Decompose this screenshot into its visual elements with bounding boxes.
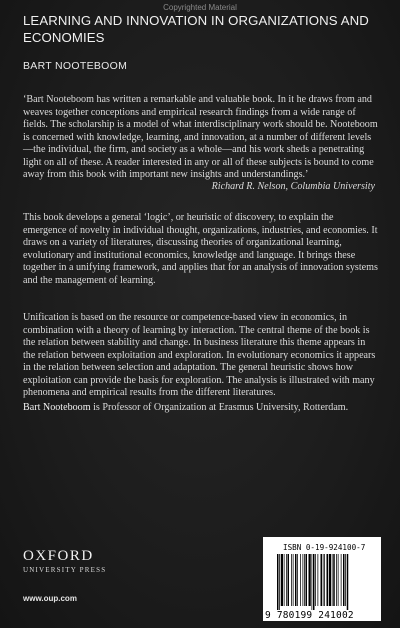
publisher-logo: OXFORD (23, 548, 94, 564)
author-bio (23, 402, 379, 415)
isbn-number: ISBN 0-19-924100-7 (283, 543, 366, 552)
barcode-panel (263, 537, 381, 621)
description-paragraph-2: Unification is based on the resource or competence-based view in economics, in combination with a theory of learning by interaction. The central theme of the book is the relation between stability and change. In business literature this theme appears in the relation between exploitation and exploration. In evolutionary economics it appears in the relation between selection and adaptation. The general heuristic shows how exploitation can provide the basis for exploration. The analysis is illustrated with many phenomena and empirical results from the different literatures. (23, 312, 376, 399)
book-title: LEARNING AND INNOVATION IN ORGANIZATIONS AND ECONOMIES (23, 13, 369, 45)
endorsement-quote: ‘Bart Nooteboom has written a remarkable and valuable book. In it he draws from and weaves together conceptions and empirical research findings from a wide range of fields. The scholarship is a model of what interdisciplinary work should be. Nooteboom is concerned with knowledge, learning, and innovation, at a number of different levels—the individual, the firm, and society as a whole—and his work sheds a penetrating light on all of these. A reader interested in any or all of these subjects is bound to come away from this book with important new insights and understandings.’ (23, 94, 378, 181)
author-bio-text: is Professor of Organization at Erasmus University, Rotterdam. (90, 402, 349, 413)
publisher-subtitle: UNIVERSITY PRESS (23, 566, 107, 574)
copyright-watermark: Copyrighted Material (163, 3, 237, 12)
publisher-url: www.oup.com (23, 594, 77, 603)
description-paragraph-1: This book develops a general ‘logic’, or heuristic of discovery, to explain the emergence of novelty in individual thought, organizations, industries, and economies. It draws on a variety of literatures, discussing theories of organizational learning, evolutionary and institutional economics, knowledge and language. It brings these together in a unifying framework, and applies that for an analysis of innovation systems and the management of learning. (23, 212, 378, 286)
barcode-graphic (277, 554, 373, 610)
ean-number: 9 780199 241002 (265, 610, 354, 621)
book-author: BART NOOTEBOOM (23, 60, 128, 72)
endorsement-attribution: Richard R. Nelson, Columbia University (211, 181, 375, 192)
author-bio-name: Bart Nooteboom (23, 402, 91, 413)
